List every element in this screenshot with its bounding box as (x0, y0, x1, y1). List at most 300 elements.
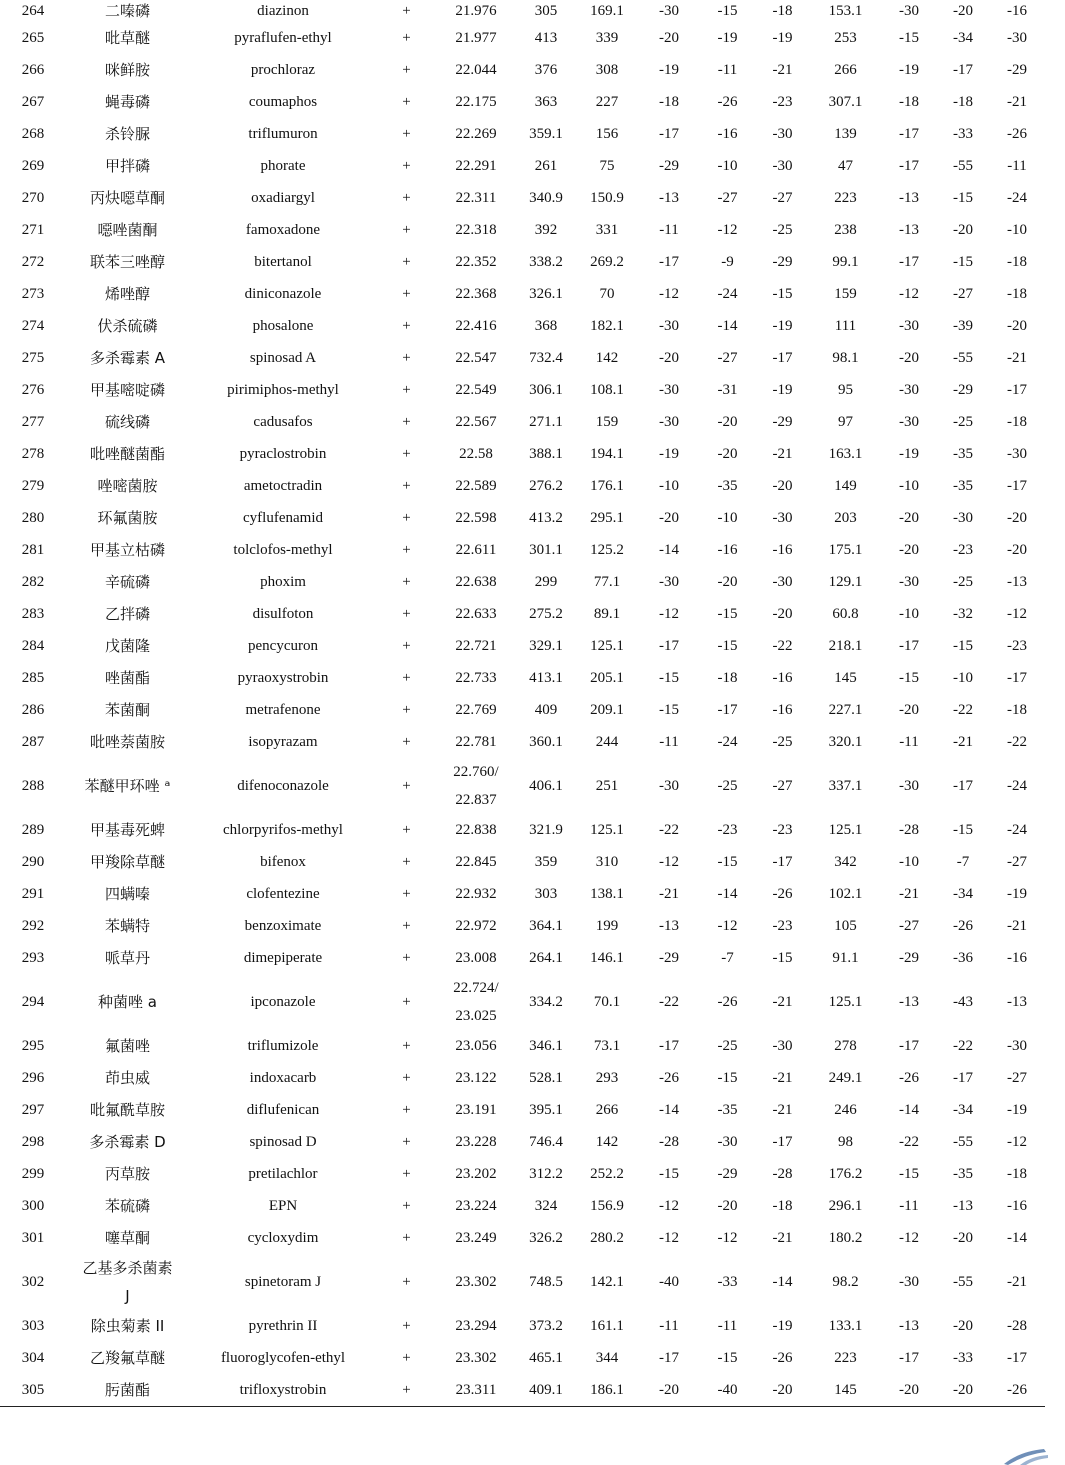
retention-time: 23.202 (455, 1165, 497, 1182)
quant-rf-lens: -15 (717, 2, 738, 19)
quant-collision-energy: -13 (659, 189, 679, 206)
qual-value: -20 (1007, 541, 1027, 558)
quant-value: -20 (755, 1374, 810, 1407)
retention-time (436, 974, 516, 1030)
row-number: 280 (21, 509, 45, 526)
qual-rf-lens: -23 (953, 541, 973, 558)
qual-value: -21 (1007, 917, 1027, 934)
quant-ion: 182.1 (590, 317, 624, 334)
english-name: diflufenican (246, 1101, 320, 1118)
quant-ion: 339 (595, 29, 619, 46)
quant-collision-energy: -19 (659, 61, 679, 78)
qual-rf-lens: -34 (953, 885, 973, 902)
quant-ion: 280.2 (590, 1229, 624, 1246)
quant-rf-lens: -12 (717, 221, 738, 238)
chinese-name: 苯醚甲环唑 ᵃ (84, 776, 171, 795)
qual-collision-energy: -20 (899, 349, 919, 366)
retention-time: 22.318 (455, 221, 497, 238)
qual-ion: 320.1 (828, 733, 863, 750)
quant-value: -21 (772, 1101, 793, 1118)
quant-rf-lens: -7 (721, 949, 734, 966)
precursor-ion: 359.1 (529, 125, 563, 142)
precursor-ion: 368 (534, 317, 558, 334)
qual-value: -24 (1007, 189, 1027, 206)
qual-value: -17 (1007, 381, 1027, 398)
row-number: 282 (21, 573, 45, 590)
quant-ion: 161.1 (590, 1317, 624, 1334)
qual-rf-lens: -20 (953, 2, 973, 19)
ion-mode: + (402, 917, 411, 934)
precursor-ion: 364.1 (529, 917, 563, 934)
qual-value: -26 (1007, 125, 1027, 142)
qual-collision-energy: -10 (899, 853, 919, 870)
qual-value: -12 (1007, 605, 1027, 622)
quant-rf-lens: -35 (717, 477, 738, 494)
qual-rf-lens: -10 (953, 669, 973, 686)
quant-collision-energy: -17 (659, 253, 679, 270)
chinese-name: 吡唑萘菌胺 (89, 732, 165, 751)
quant-ion: 252.2 (590, 1165, 624, 1182)
quant-value: -25 (772, 733, 793, 750)
qual-collision-energy: -11 (899, 1197, 919, 1214)
chinese-name: 除虫菊素 II (90, 1316, 165, 1335)
ion-mode: + (402, 349, 411, 366)
qual-rf-lens: -17 (953, 1069, 973, 1086)
row-number: 290 (21, 853, 45, 870)
precursor-ion: 271.1 (529, 413, 563, 430)
qual-ion: 203 (834, 509, 857, 526)
qual-rf-lens: -34 (953, 1101, 973, 1118)
qual-ion: 47 (838, 157, 853, 174)
retention-time: 22.352 (455, 253, 497, 270)
precursor-ion: 303 (534, 885, 558, 902)
ion-mode: + (402, 637, 411, 654)
quant-ion: 142.1 (590, 1273, 624, 1290)
table-row (0, 1310, 1045, 1342)
quant-value: -21 (772, 1069, 793, 1086)
quant-collision-energy: -40 (659, 1273, 679, 1290)
retention-time: 22.368 (455, 285, 497, 302)
qual-ion: 278 (834, 1037, 857, 1054)
quant-collision-energy: -12 (659, 1229, 679, 1246)
row-number: 286 (21, 701, 45, 718)
retention-time: 21.976 (455, 2, 497, 19)
qual-collision-energy: -17 (899, 637, 919, 654)
english-name: cyflufenamid (243, 509, 323, 526)
quant-value: -19 (772, 381, 793, 398)
row-number: 283 (21, 605, 45, 622)
retention-time: 22.589 (455, 477, 497, 494)
retention-time: 23.228 (455, 1133, 497, 1150)
row-number: 276 (21, 381, 45, 398)
quant-ion: 156.9 (590, 1197, 624, 1214)
quant-ion: 209.1 (590, 701, 624, 718)
quant-rf-lens: -15 (717, 1069, 738, 1086)
row-number: 297 (21, 1101, 45, 1118)
english-name: pretilachlor (248, 1165, 318, 1182)
precursor-ion: 346.1 (529, 1037, 563, 1054)
precursor-ion: 329.1 (529, 637, 563, 654)
quant-value: -25 (772, 221, 793, 238)
retention-time: 22.598 (455, 509, 497, 526)
qual-rf-lens: -55 (953, 1273, 973, 1290)
quant-ion: 344 (595, 1349, 619, 1366)
row-number: 278 (21, 445, 45, 462)
qual-value: -16 (1007, 949, 1027, 966)
quant-value: -29 (772, 253, 793, 270)
quant-collision-energy: -17 (659, 637, 679, 654)
english-name: diazinon (257, 2, 309, 19)
table-row (0, 630, 1045, 662)
quant-value: -22 (772, 637, 793, 654)
qual-ion: 153.1 (828, 2, 863, 19)
chinese-name: 甲拌磷 (104, 156, 150, 175)
precursor-ion: 395.1 (529, 1101, 563, 1118)
chinese-name: 丙草胺 (104, 1164, 150, 1183)
qual-collision-energy: -19 (899, 61, 919, 78)
table-row (0, 438, 1045, 470)
ion-mode: + (402, 777, 411, 794)
table-row (0, 814, 1045, 846)
precursor-ion: 312.2 (529, 1165, 563, 1182)
quant-value: -19 (772, 1317, 793, 1334)
qual-ion: 246 (834, 1101, 857, 1118)
row-number: 300 (21, 1197, 45, 1214)
qual-ion: 105 (834, 917, 857, 934)
precursor-ion: 275.2 (529, 605, 563, 622)
qual-ion: 145 (810, 1374, 881, 1407)
qual-value: -30 (1007, 1037, 1027, 1054)
quant-rf-lens: -20 (717, 1197, 738, 1214)
ion-mode: + (402, 2, 411, 19)
english-name: pyraflufen-ethyl (234, 29, 332, 46)
qual-collision-energy: -17 (899, 253, 919, 270)
retention-time-line2: 22.837 (455, 792, 497, 808)
table-row (0, 1158, 1045, 1190)
ion-mode: + (402, 1165, 411, 1182)
chinese-name: 杀铃脲 (104, 124, 150, 143)
quant-ion: 205.1 (590, 669, 624, 686)
quant-collision-energy: -15 (659, 1165, 679, 1182)
qual-collision-energy: -19 (899, 445, 919, 462)
quant-value: -23 (772, 821, 793, 838)
quant-rf-lens: -33 (717, 1273, 738, 1290)
table-row (0, 1342, 1045, 1374)
precursor-ion: 340.9 (529, 189, 563, 206)
quant-ion: 251 (595, 777, 619, 794)
retention-time: 22.58 (459, 445, 493, 462)
english-name: disulfoton (252, 605, 314, 622)
precursor-ion: 306.1 (529, 381, 563, 398)
qual-value: -16 (1007, 1197, 1027, 1214)
retention-time-line2: 23.025 (455, 1008, 497, 1024)
qual-collision-energy: -17 (899, 1349, 919, 1366)
english-name: chlorpyrifos-methyl (223, 821, 343, 838)
quant-value: -27 (772, 189, 793, 206)
qual-rf-lens: -22 (953, 701, 973, 718)
table-row (0, 758, 1045, 814)
qual-ion: 97 (838, 413, 853, 430)
quant-collision-energy: -21 (659, 885, 679, 902)
qual-ion: 102.1 (828, 885, 863, 902)
qual-value: -30 (1007, 29, 1027, 46)
chinese-name: 烯唑醇 (104, 284, 150, 303)
precursor-ion: 334.2 (529, 993, 563, 1010)
ion-mode: + (402, 853, 411, 870)
quant-rf-lens: -9 (721, 253, 734, 270)
row-number: 273 (21, 285, 45, 302)
qual-value: -19 (1007, 885, 1027, 902)
quant-collision-energy: -20 (638, 1374, 700, 1407)
english-name: pyraclostrobin (239, 445, 327, 462)
qual-rf-lens: -15 (953, 821, 973, 838)
retention-time: 22.567 (455, 413, 497, 430)
qual-ion: 91.1 (832, 949, 859, 966)
quant-value: -18 (772, 2, 793, 19)
retention-time (436, 758, 516, 814)
ion-mode: + (402, 1069, 411, 1086)
chinese-name: 甲羧除草醚 (89, 852, 165, 871)
qual-value: -21 (1007, 349, 1027, 366)
quant-rf-lens: -15 (717, 605, 738, 622)
qual-value: -27 (1007, 853, 1027, 870)
precursor-ion: 388.1 (529, 445, 563, 462)
quant-value: -16 (772, 541, 793, 558)
qual-ion: 337.1 (828, 777, 863, 794)
ion-mode: + (402, 221, 411, 238)
qual-collision-energy: -20 (899, 509, 919, 526)
qual-collision-energy: -30 (899, 413, 919, 430)
quant-value: -23 (772, 917, 793, 934)
precursor-ion: 299 (534, 573, 558, 590)
qual-ion: 125.1 (828, 821, 863, 838)
qual-collision-energy: -17 (899, 157, 919, 174)
english-name: pencycuron (248, 637, 318, 654)
quant-rf-lens: -11 (717, 1317, 738, 1334)
table-row (0, 0, 1045, 22)
quant-value: -27 (772, 777, 793, 794)
qual-rf-lens: -30 (953, 509, 973, 526)
qual-value: -13 (1007, 993, 1027, 1010)
table-row (0, 662, 1045, 694)
chinese-name: 戊菌隆 (104, 636, 150, 655)
quant-ion: 75 (599, 157, 615, 174)
quant-collision-energy: -30 (659, 381, 679, 398)
quant-rf-lens: -25 (717, 777, 738, 794)
qual-rf-lens: -36 (953, 949, 973, 966)
quant-collision-energy: -20 (659, 509, 679, 526)
chinese-name-line2: J (125, 1287, 130, 1305)
qual-rf-lens: -33 (953, 1349, 973, 1366)
qual-rf-lens: -15 (953, 253, 973, 270)
quant-ion: 169.1 (590, 2, 624, 19)
ion-mode: + (402, 821, 411, 838)
qual-value: -17 (1007, 1349, 1027, 1366)
qual-ion: 296.1 (828, 1197, 863, 1214)
qual-collision-energy: -11 (899, 733, 919, 750)
quant-value: -16 (772, 701, 793, 718)
retention-time: 22.781 (455, 733, 497, 750)
quant-ion: 295.1 (590, 509, 624, 526)
quant-value: -19 (772, 317, 793, 334)
chinese-name: 甲基毒死蜱 (89, 820, 165, 839)
quant-collision-energy: -17 (659, 125, 679, 142)
ion-mode: + (402, 1037, 411, 1054)
quant-collision-energy: -10 (659, 477, 679, 494)
table-row (0, 1222, 1045, 1254)
retention-time: 23.249 (455, 1229, 497, 1246)
ion-mode: + (402, 477, 411, 494)
quant-rf-lens: -16 (717, 541, 738, 558)
row-number: 296 (21, 1069, 45, 1086)
table-row (0, 1374, 1045, 1407)
qual-rf-lens: -32 (953, 605, 973, 622)
precursor-ion: 324 (534, 1197, 558, 1214)
retention-time: 23.302 (455, 1349, 497, 1366)
english-name: pirimiphos-methyl (227, 381, 339, 398)
chinese-name: 甲基嘧啶磷 (89, 380, 165, 399)
quant-collision-energy: -30 (659, 777, 679, 794)
row-number: 277 (21, 413, 45, 430)
quant-rf-lens: -17 (717, 701, 738, 718)
qual-collision-energy: -28 (899, 821, 919, 838)
quant-collision-energy: -30 (659, 317, 679, 334)
quant-ion: 150.9 (590, 189, 624, 206)
qual-rf-lens: -55 (953, 157, 973, 174)
table-row (0, 374, 1045, 406)
qual-value: -26 (989, 1374, 1045, 1407)
qual-collision-energy: -12 (899, 285, 919, 302)
quant-rf-lens: -12 (717, 917, 738, 934)
quant-ion: 308 (595, 61, 619, 78)
quant-ion: 142 (595, 349, 619, 366)
english-name: indoxacarb (249, 1069, 317, 1086)
ion-mode: + (402, 1101, 411, 1118)
ion-mode: + (402, 885, 411, 902)
quant-ion: 159 (595, 413, 619, 430)
ion-mode: + (402, 1133, 411, 1150)
quant-ion: 142 (595, 1133, 619, 1150)
quant-collision-energy: -26 (659, 1069, 679, 1086)
english-name: prochloraz (250, 61, 316, 78)
precursor-ion: 261 (534, 157, 558, 174)
quant-collision-energy: -14 (659, 541, 679, 558)
chinese-name: 苯硫磷 (104, 1196, 150, 1215)
quant-ion: 138.1 (590, 885, 624, 902)
retention-time-line1: 22.724/ (453, 980, 499, 996)
chinese-name: 种菌唑 a (98, 992, 157, 1011)
quant-rf-lens: -29 (717, 1165, 738, 1182)
english-name: diniconazole (244, 285, 322, 302)
row-number: 287 (21, 733, 45, 750)
precursor-ion: 409 (534, 701, 558, 718)
qual-rf-lens: -26 (953, 917, 973, 934)
qual-collision-energy: -20 (881, 1374, 937, 1407)
chinese-name: 甲基立枯磷 (89, 540, 165, 559)
table-row (0, 502, 1045, 534)
chinese-name: 咪鲜胺 (104, 60, 150, 79)
qual-rf-lens: -20 (953, 1229, 973, 1246)
row-number: 291 (21, 885, 45, 902)
ion-mode: + (402, 1317, 411, 1334)
quant-rf-lens: -26 (717, 93, 738, 110)
row-number: 279 (21, 477, 45, 494)
qual-value: -18 (1007, 253, 1027, 270)
precursor-ion: 305 (534, 2, 558, 19)
qual-value: -19 (1007, 1101, 1027, 1118)
qual-ion: 95 (838, 381, 853, 398)
precursor-ion: 406.1 (529, 777, 563, 794)
row-number: 302 (21, 1273, 45, 1290)
qual-value: -17 (1007, 669, 1027, 686)
qual-value: -10 (1007, 221, 1027, 238)
english-name: phorate (260, 157, 306, 174)
chinese-name: 吡草醚 (104, 28, 150, 47)
retention-time: 23.008 (455, 949, 497, 966)
table-row (0, 1094, 1045, 1126)
quant-value: -26 (772, 885, 793, 902)
chinese-name: 环氟菌胺 (97, 508, 158, 527)
quant-value: -30 (772, 157, 793, 174)
quant-rf-lens: -26 (717, 993, 738, 1010)
precursor-ion: 746.4 (529, 1133, 563, 1150)
qual-value: -28 (1007, 1317, 1027, 1334)
qual-collision-energy: -10 (899, 605, 919, 622)
precursor-ion: 301.1 (529, 541, 563, 558)
chinese-name: 联苯三唑醇 (89, 252, 165, 271)
qual-ion: 111 (834, 317, 857, 334)
ion-mode: + (402, 509, 411, 526)
qual-rf-lens: -17 (953, 61, 973, 78)
english-name: triflumizole (247, 1037, 319, 1054)
qual-rf-lens: -15 (953, 189, 973, 206)
retention-time: 22.044 (455, 61, 497, 78)
ion-mode: + (402, 733, 411, 750)
qual-ion: 98.2 (832, 1273, 859, 1290)
quant-collision-energy: -29 (659, 157, 679, 174)
quant-collision-energy: -11 (659, 733, 679, 750)
qual-value: -30 (1007, 445, 1027, 462)
retention-time: 22.845 (455, 853, 497, 870)
retention-time: 22.175 (455, 93, 497, 110)
retention-time: 22.733 (455, 669, 497, 686)
precursor-ion: 528.1 (529, 1069, 563, 1086)
chinese-name: 硫线磷 (104, 412, 150, 431)
quant-rf-lens: -10 (717, 509, 738, 526)
precursor-ion: 376 (534, 61, 558, 78)
chinese-name-line1: 乙基多杀菌素 (82, 1259, 173, 1277)
quant-rf-lens: -19 (717, 29, 738, 46)
retention-time: 23.311 (436, 1374, 516, 1407)
quant-rf-lens: -14 (717, 317, 738, 334)
retention-time: 23.191 (455, 1101, 497, 1118)
row-number: 295 (21, 1037, 45, 1054)
retention-time: 22.549 (455, 381, 497, 398)
qual-ion: 253 (834, 29, 857, 46)
quant-value: -19 (772, 29, 793, 46)
table-row (0, 246, 1045, 278)
table-row (0, 214, 1045, 246)
table-row (0, 1030, 1045, 1062)
quant-value: -17 (772, 853, 793, 870)
ion-mode: + (402, 285, 411, 302)
qual-collision-energy: -15 (899, 29, 919, 46)
qual-ion: 175.1 (828, 541, 863, 558)
quant-ion: 176.1 (590, 477, 624, 494)
quant-collision-energy: -12 (659, 605, 679, 622)
qual-value: -16 (1007, 2, 1027, 19)
qual-rf-lens: -29 (953, 381, 973, 398)
